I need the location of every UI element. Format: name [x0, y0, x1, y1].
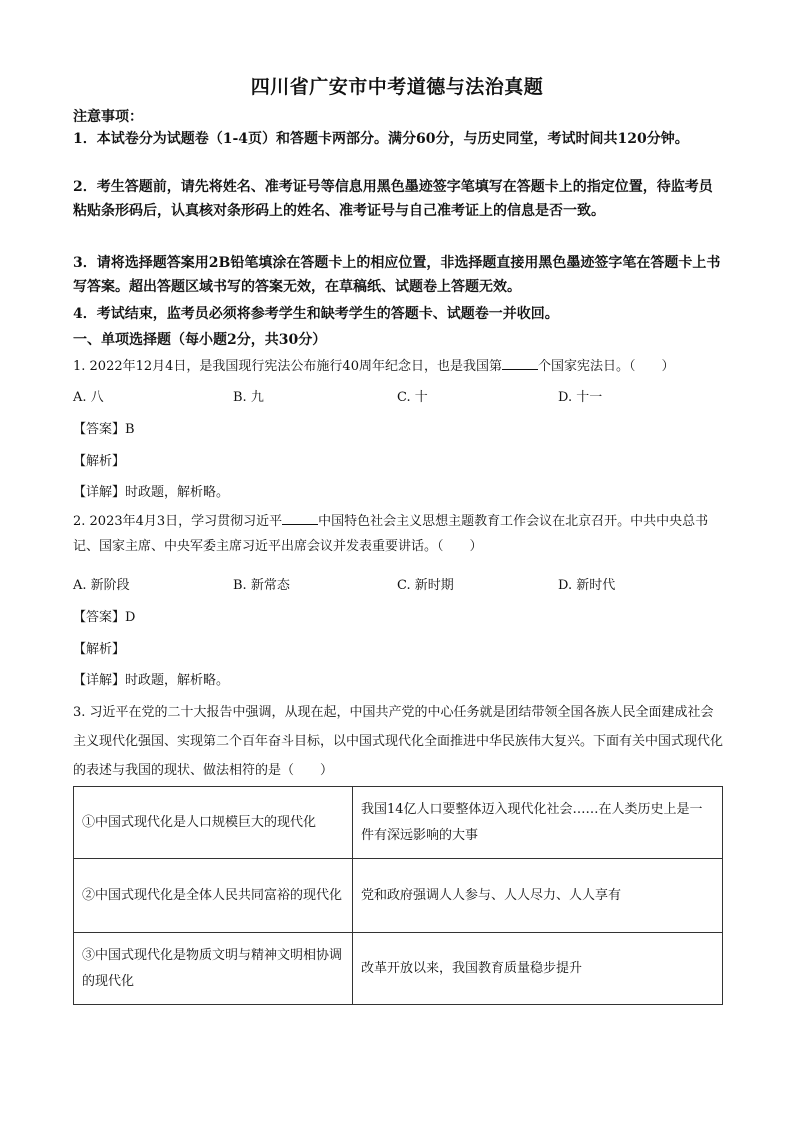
- question-2-stem-start: 2. 2023年4月3日，学习贯彻习近平: [73, 514, 283, 529]
- table-row: [74, 787, 723, 859]
- question-1-stem-start: 1. 2022年12月4日，是我国现行宪法公布施行40周年纪念日，也是我国第: [73, 359, 502, 374]
- option-d: D. 十一: [558, 390, 603, 405]
- answer-line: [73, 418, 135, 437]
- detail-text: 时政题，解析略。: [125, 485, 230, 500]
- question-3-table: [73, 786, 723, 1005]
- table-row: [74, 859, 723, 933]
- page-title: 四川省广安市中考道德与法治真题: [250, 76, 544, 98]
- detail-line: [73, 669, 229, 688]
- table-cell-statement: ①中国式现代化是人口规模巨大的现代化: [74, 787, 353, 859]
- option-b: B. 新常态: [233, 578, 290, 593]
- answer-label: 【答案】: [73, 610, 126, 625]
- question-2-stem: [73, 509, 723, 559]
- section-heading: 一、单项选择题（每小题2分，共30分）: [73, 332, 327, 348]
- notice-item-3: 3．请将选择题答案用2B铅笔填涂在答题卡上的相应位置，非选择题直接用黑色墨迹签字笔在答题卡上书写答案。超出答题区域书写的答案无效，在草稿纸、试题卷上答题无效。: [73, 255, 721, 295]
- fill-blank: [282, 510, 318, 525]
- question-1-stem: [73, 354, 723, 379]
- answer-value: B: [125, 422, 135, 437]
- question-1-options: [73, 386, 723, 408]
- analysis-label: 【解析】: [73, 642, 126, 657]
- option-c: C. 十: [397, 390, 428, 405]
- option-a: A. 新阶段: [73, 578, 130, 593]
- question-3-stem: 3. 习近平在党的二十大报告中强调，从现在起，中国共产党的中心任务就是团结带领全国各族人民全面建成社会主义现代化强国、实现第二个百年奋斗目标，以中国式现代化全面推进中华民族伟大复兴。下面有关中国式现代化的表述与我国的现状、做法相符的是（ ）: [73, 705, 724, 778]
- notice-heading: 注意事项：: [73, 109, 143, 125]
- table-cell-fact: 改革开放以来，我国教育质量稳步提升: [353, 933, 723, 1005]
- question-2-stem-end: 中国特色社会主义思想主题教育工作会议在北京召开。中共中央总书记、国家主席、中央军委主席习近平出席会议并发表重要讲话。（ ）: [73, 514, 709, 554]
- table-cell-fact: 我国14亿人口要整体迈入现代化社会……在人类历史上是一件有深远影响的大事: [353, 787, 723, 859]
- table-cell-statement: ②中国式现代化是全体人民共同富裕的现代化: [74, 859, 353, 933]
- notice-item-2: 2．考生答题前，请先将姓名、准考证号等信息用黑色墨迹签字笔填写在答题卡上的指定位置，待监考员粘贴条形码后，认真核对条形码上的姓名、准考证号与自己准考证上的信息是否一致。: [73, 179, 713, 219]
- option-d: D. 新时代: [558, 578, 616, 593]
- notice-item-1: 1．本试卷分为试题卷（1-4页）和答题卡两部分。满分60分，与历史同堂，考试时间共120分钟。: [73, 131, 689, 147]
- detail-label: 【详解】: [73, 673, 126, 688]
- table-row: [74, 933, 723, 1005]
- table-cell-fact: 党和政府强调人人参与、人人尽力、人人享有: [353, 859, 723, 933]
- option-b: B. 九: [233, 390, 264, 405]
- question-1-stem-end: 个国家宪法日。（ ）: [537, 359, 675, 374]
- answer-value: D: [125, 610, 136, 625]
- detail-text: 时政题，解析略。: [125, 673, 230, 688]
- question-2-options: [73, 574, 723, 596]
- answer-line: [73, 606, 135, 625]
- option-c: C. 新时期: [397, 578, 454, 593]
- answer-label: 【答案】: [73, 422, 126, 437]
- detail-label: 【详解】: [73, 485, 126, 500]
- option-a: A. 八: [73, 390, 104, 405]
- table-cell-statement: ③中国式现代化是物质文明与精神文明相协调的现代化: [74, 933, 353, 1005]
- notice-item-4: 4．考试结束，监考员必须将参考学生和缺考学生的答题卡、试题卷一并收回。: [73, 306, 559, 322]
- analysis-label: 【解析】: [73, 454, 126, 469]
- detail-line: [73, 481, 229, 500]
- fill-blank: [502, 355, 538, 370]
